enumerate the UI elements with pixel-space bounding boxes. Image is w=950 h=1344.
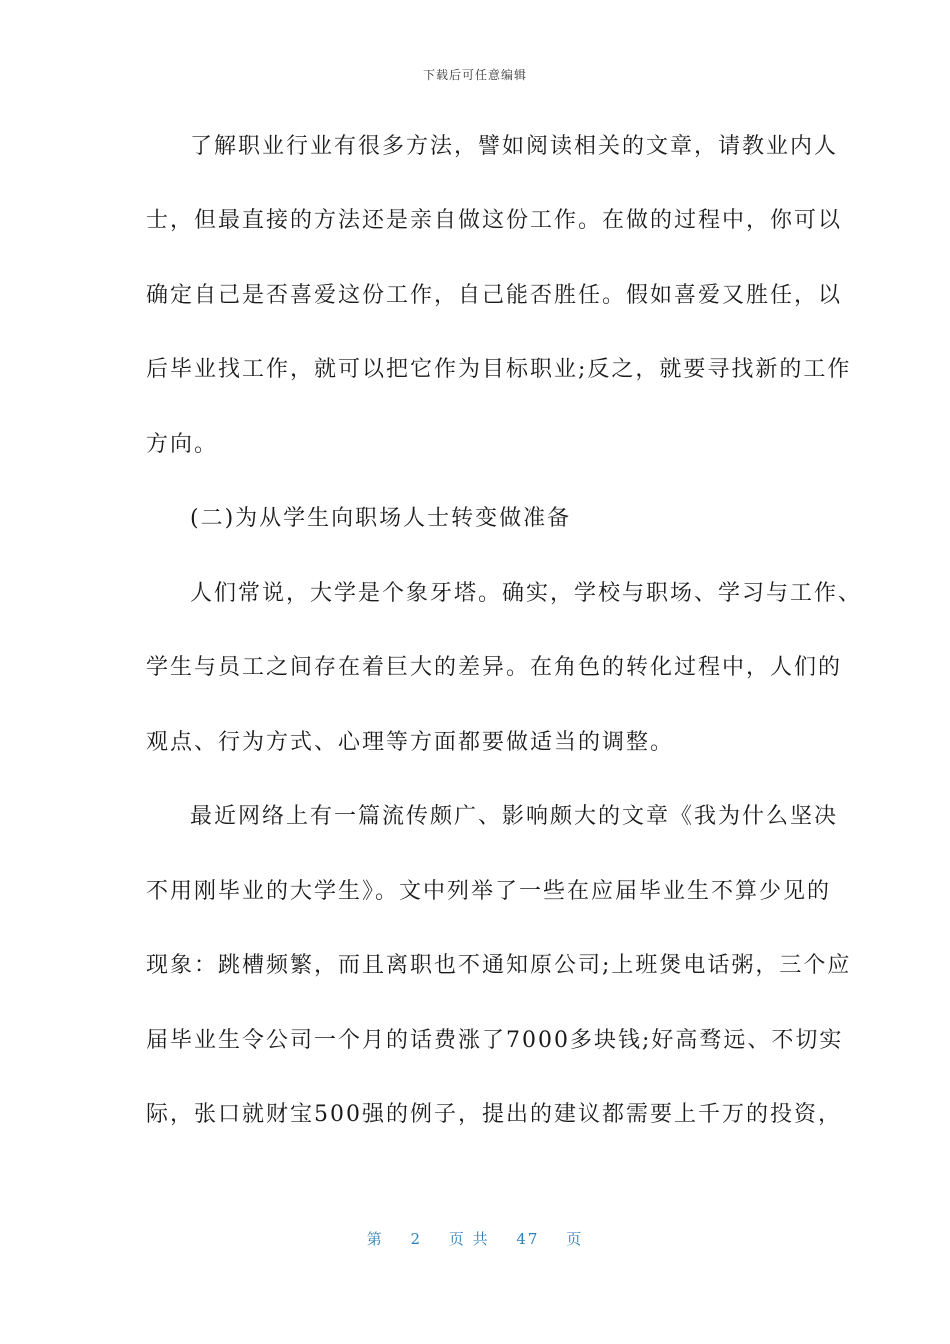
body-line-5: 方向。 (146, 432, 219, 457)
body-line-9: 观点、行为方式、心理等方面都要做适当的调整。 (146, 730, 675, 755)
header-note: 下载后可任意编辑 (422, 68, 527, 82)
body-line-10: 最近网络上有一篇流传颇广、影响颇大的文章《我为什么坚决 (190, 804, 839, 829)
body-line-4: 后毕业找工作，就可以把它作为目标职业;反之，就要寻找新的工作 (146, 357, 852, 382)
body-line-12: 现象：跳槽频繁，而且离职也不通知原公司;上班煲电话粥，三个应 (146, 953, 852, 978)
page-footer (0, 1228, 950, 1249)
body-line-2: 士，但最直接的方法还是亲自做这份工作。在做的过程中，你可以 (146, 208, 843, 233)
body-line-13: 届毕业生令公司一个月的话费涨了7000多块钱;好高骛远、不切实 (146, 1028, 844, 1053)
body-line-1: 了解职业行业有很多方法，譬如阅读相关的文章，请教业内人 (190, 134, 839, 159)
footer-middle: 页 共 (448, 1230, 490, 1248)
footer-suffix: 页 (566, 1230, 584, 1248)
body-line-3: 确定自己是否喜爱这份工作，自己能否胜任。假如喜爱又胜任，以 (146, 283, 843, 308)
body-line-7: 人们常说，大学是个象牙塔。确实，学校与职场、学习与工作、 (190, 581, 863, 606)
footer-page-number: 2 (410, 1230, 423, 1248)
body-line-14: 际，张口就财宝500强的例子，提出的建议都需要上千万的投资， (146, 1102, 842, 1127)
body-line-11: 不用刚毕业的大学生》。文中列举了一些在应届毕业生不算少见的 (146, 879, 832, 904)
footer-total-pages: 47 (516, 1230, 540, 1248)
footer-prefix: 第 (366, 1230, 384, 1248)
body-line-8: 学生与员工之间存在着巨大的差异。在角色的转化过程中，人们的 (146, 655, 843, 680)
section-heading: (二)为从学生向职场人士转变做准备 (190, 506, 572, 531)
